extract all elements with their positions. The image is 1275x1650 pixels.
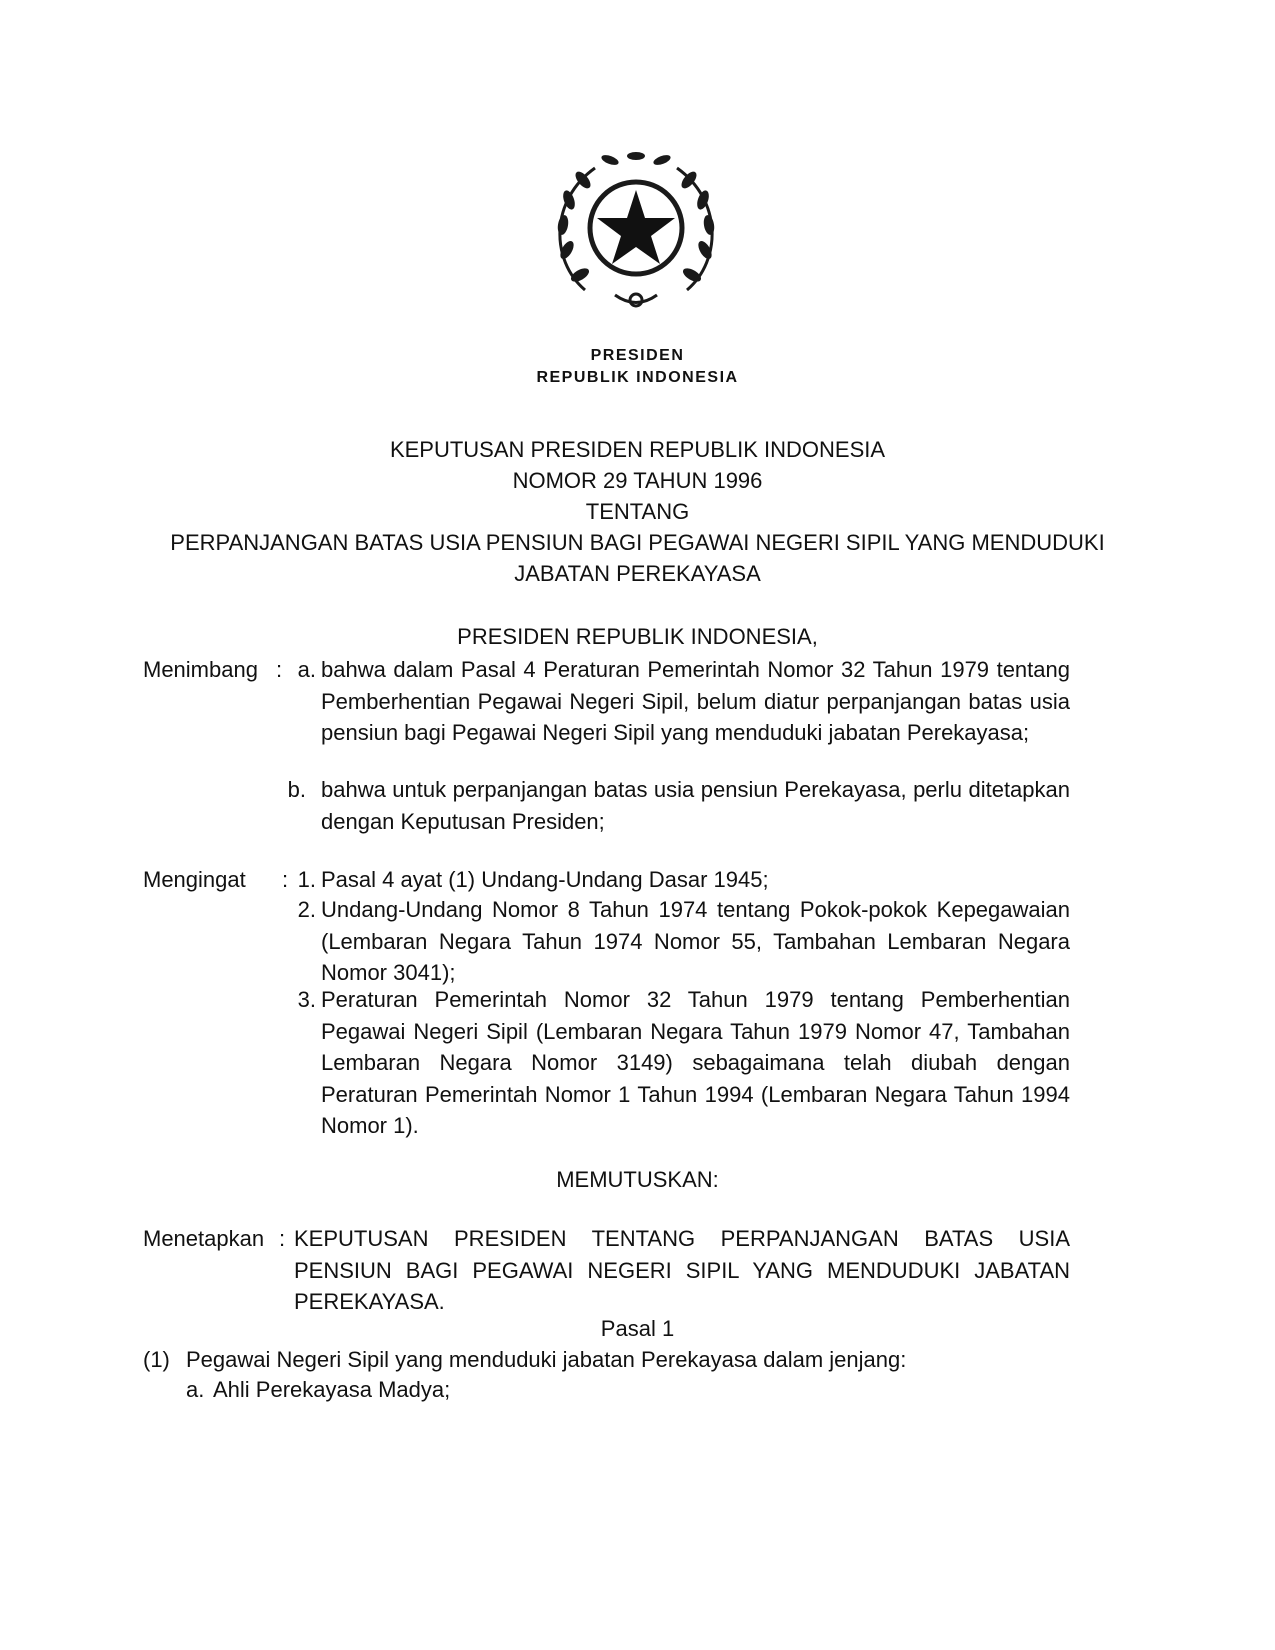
mengingat-colon: : — [282, 867, 289, 892]
menetapkan-label: Menetapkan — [143, 1226, 265, 1251]
mengingat-marker-1: 1. — [297, 867, 316, 892]
menimbang-colon: : — [276, 657, 283, 682]
mengingat-marker-3: 3. — [297, 987, 316, 1012]
mengingat-label: Mengingat — [143, 867, 246, 892]
mengingat-item-3: Peraturan Pemerintah Nomor 32 Tahun 1979 tentang Pemberhentian Pegawai Negeri Sipil (Lembaran Negara Tahun 1979 Nomor 47, Tambahan Lembaran Negara Nomor 3149) sebagaimana telah diubah dengan Peraturan Pemerintah Nomor 1 Tahun 1994 (Lembaran Negara Tahun 1994 Nomor 1). — [321, 987, 1070, 1138]
title-line-4: PERPANJANGAN BATAS USIA PENSIUN BAGI PEGAWAI NEGERI SIPIL YANG MENDUDUKI — [170, 530, 1105, 555]
pasal-1-sub-marker: a. — [186, 1377, 205, 1402]
menimbang-item-b: bahwa untuk perpanjangan batas usia pensiun Perekayasa, perlu ditetapkan dengan Keputusan Presiden; — [321, 777, 1070, 834]
title-line-5: JABATAN PEREKAYASA — [514, 561, 761, 586]
title-line-3: TENTANG — [585, 499, 690, 524]
title-line-2: NOMOR 29 TAHUN 1996 — [512, 468, 763, 493]
president-line: PRESIDEN REPUBLIK INDONESIA, — [457, 624, 818, 649]
letterhead-line-2: REPUBLIK INDONESIA — [536, 369, 739, 386]
title-line-1: KEPUTUSAN PRESIDEN REPUBLIK INDONESIA — [389, 437, 886, 462]
menetapkan-text: KEPUTUSAN PRESIDEN TENTANG PERPANJANGAN BATAS USIA PENSIUN BAGI PEGAWAI NEGERI SIPIL YANG MENDUDUKI JABATAN PEREKAYASA. — [294, 1226, 1070, 1314]
pasal-1-clause-marker: (1) — [143, 1347, 170, 1372]
menimbang-label: Menimbang — [143, 657, 258, 682]
mengingat-marker-2: 2. — [297, 897, 316, 922]
pasal-1-sub-text: Ahli Perekayasa Madya; — [213, 1377, 451, 1402]
menimbang-item-a: bahwa dalam Pasal 4 Peraturan Pemerintah Nomor 32 Tahun 1979 tentang Pemberhentian Pegawai Negeri Sipil, belum diatur perpanjangan batas usia pensiun bagi Pegawai Negeri Sipil yang menduduki jabatan Perekayasa; — [321, 657, 1070, 745]
mengingat-item-1: Pasal 4 ayat (1) Undang-Undang Dasar 1945; — [321, 867, 769, 892]
menimbang-marker-b: b. — [287, 777, 306, 802]
pasal-1-heading: Pasal 1 — [600, 1316, 675, 1341]
memutuskan-heading: MEMUTUSKAN: — [556, 1167, 719, 1192]
mengingat-item-2: Undang-Undang Nomor 8 Tahun 1974 tentang Pokok-pokok Kepegawaian (Lembaran Negara Tahun 1974 Nomor 55, Tambahan Lembaran Negara Nomor 3041); — [321, 897, 1070, 985]
letterhead-line-1: PRESIDEN — [590, 347, 685, 364]
pasal-1-clause-text: Pegawai Negeri Sipil yang menduduki jabatan Perekayasa dalam jenjang: — [186, 1347, 907, 1372]
menetapkan-colon: : — [279, 1226, 286, 1251]
menimbang-marker-a: a. — [297, 657, 316, 682]
